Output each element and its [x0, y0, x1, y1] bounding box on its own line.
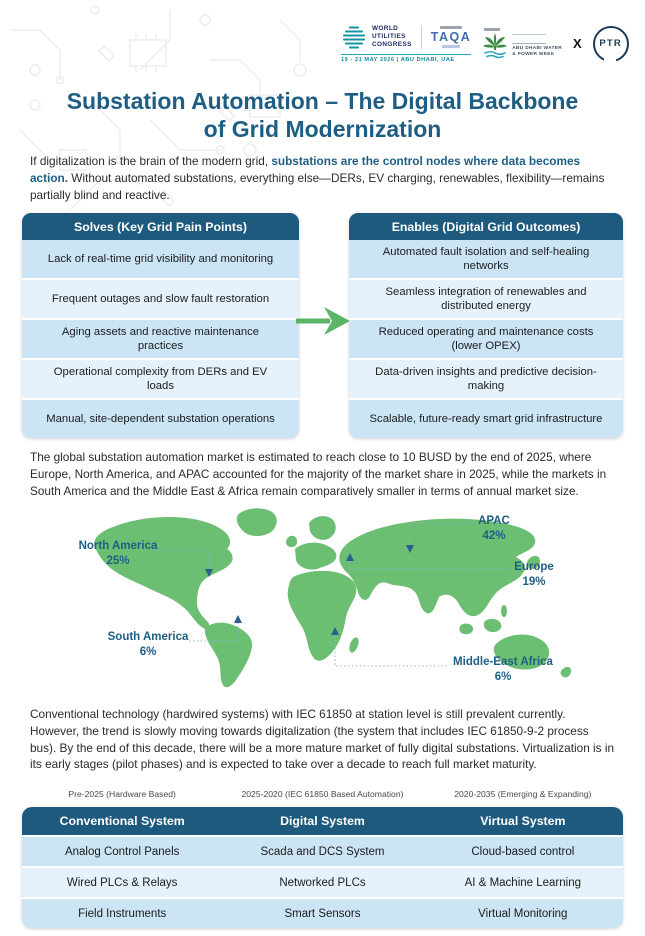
part-of-mark [484, 28, 500, 31]
x-separator: X [573, 36, 582, 51]
world-map-figure [0, 503, 645, 703]
enables-panel-header: Enables (Digital Grid Outcomes) [349, 213, 623, 240]
globe-icon [341, 24, 367, 50]
region-value: 42% [482, 529, 506, 542]
table-cell: Cloud-based control [471, 845, 575, 858]
pain-point-item: Operational complexity from DERs and EV loads [22, 360, 299, 400]
wuc-name-line: WORLD [372, 25, 399, 32]
region-label-north-america [62, 539, 174, 569]
table-row [22, 837, 623, 868]
region-label-middle-east-africa [438, 655, 568, 685]
table-cell: Wired PLCs & Relays [66, 876, 178, 889]
region-name: South America [107, 631, 189, 643]
outcome-item: Automated fault isolation and self-healing networks [349, 240, 623, 280]
region-name: Middle-East Africa [453, 656, 553, 668]
region-label-apac [458, 514, 530, 544]
region-value: 25% [106, 554, 130, 567]
pain-point-item: Aging assets and reactive maintenance practices [22, 320, 299, 360]
enables-panel [349, 213, 623, 438]
table-cell: AI & Machine Learning [464, 876, 581, 889]
table-cell: Smart Sensors [284, 907, 361, 920]
ptr-logo [593, 26, 629, 62]
table-cell: Networked PLCs [279, 876, 366, 889]
evolution-table [22, 807, 623, 928]
region-value: 6% [494, 670, 512, 683]
outcome-item: Seamless integration of renewables and distributed energy [349, 280, 623, 320]
region-name: Europe [514, 561, 554, 573]
table-header-row [22, 807, 623, 837]
era-label: Pre-2025 (Hardware Based) [68, 789, 176, 799]
table-row [22, 868, 623, 899]
era-label: 2025-2020 (IEC 61850 Based Automation) [241, 789, 404, 799]
adwpw-name-line: & POWER WEEK [512, 52, 555, 57]
taqa-logo [431, 26, 472, 49]
intro-highlight: substations are the control nodes where data becomes action. [30, 154, 581, 185]
intro-text: If digitalization is the brain of the modern grid, [30, 154, 272, 168]
powered-by-mark [440, 26, 462, 29]
region-label-south-america [92, 630, 204, 660]
logo-abu-dhabi-water-power-week [482, 28, 562, 59]
ptr-wordmark: PTR [599, 38, 622, 49]
intro-text: Without automated substations, everything else—DERs, EV charging, renewables, flexibility—remains partially blind and reactive. [30, 170, 605, 202]
header-logos [341, 24, 629, 63]
table-cell: Virtual Monitoring [478, 907, 568, 920]
region-name: APAC [478, 515, 510, 527]
table-header-cell: Virtual System [480, 814, 566, 828]
arrow-right-icon [294, 303, 352, 339]
adwpw-arabic-mark [512, 34, 546, 44]
solves-panel [22, 213, 299, 438]
era-labels [22, 789, 623, 799]
solves-panel-header: Solves (Key Grid Pain Points) [22, 213, 299, 240]
adwpw-name-line: ABU DHABI WATER [512, 45, 562, 51]
table-cell: Field Instruments [78, 907, 167, 920]
pain-point-item: Lack of real-time grid visibility and monitoring [22, 240, 299, 280]
palm-waves-icon [482, 33, 508, 59]
outcome-item: Reduced operating and maintenance costs (lower OPEX) [349, 320, 623, 360]
region-value: 6% [139, 645, 157, 658]
wuc-name-line: UTILITIES [372, 33, 406, 40]
logo-world-utilities-congress [341, 24, 471, 63]
table-row [22, 899, 623, 928]
market-paragraph: The global substation automation market is estimated to reach close to 10 BUSD by the end of 2025, where Europe, North America, and APAC accounted for the majority of the market share in 2025, while the markets in South America and the Middle East & Africa remain comparatively smaller in terms of annual market size. [30, 450, 607, 498]
taqa-arabic-mark [442, 45, 460, 48]
taqa-wordmark: TAQA [430, 29, 472, 44]
page-title-line2: of Grid Modernization [203, 115, 442, 142]
pain-point-item: Frequent outages and slow fault restoration [22, 280, 299, 320]
wuc-wordmark [372, 25, 412, 49]
table-header-cell: Conventional System [59, 814, 185, 828]
pain-point-item: Manual, site-dependent substation operations [22, 400, 299, 438]
region-name: North America [78, 540, 158, 552]
region-label-europe [498, 560, 570, 590]
page-title-line1: Substation Automation – The Digital Backbone [66, 88, 579, 114]
intro-paragraph [30, 153, 617, 203]
wuc-name-line: CONGRESS [372, 41, 412, 48]
outcome-item: Scalable, future-ready smart grid infrastructure [349, 400, 623, 438]
table-header-cell: Digital System [280, 814, 365, 828]
outcome-item: Data-driven insights and predictive decision-making [349, 360, 623, 400]
logo-divider [421, 25, 422, 49]
tech-paragraph: Conventional technology (hardwired systems) with IEC 61850 at station level is still prevalent currently. However, the trend is slowly moving towards digitalization (the system that includes IEC 61850-9-2 process bus). By the end of this decade, there will be a more mature market of fully digital substations. Virtualization is in its early stages (pilot phases) and is expected to take over a decade to reach full market maturity. [30, 707, 615, 772]
page-title [0, 88, 645, 143]
table-cell: Analog Control Panels [64, 845, 180, 858]
region-value: 19% [522, 575, 546, 588]
table-cell: Scada and DCS System [260, 845, 385, 858]
event-date-location: 19 - 21 MAY 2026 | ABU DHABI, UAE [341, 54, 471, 63]
era-label: 2020-2035 (Emerging & Expanding) [454, 789, 592, 799]
